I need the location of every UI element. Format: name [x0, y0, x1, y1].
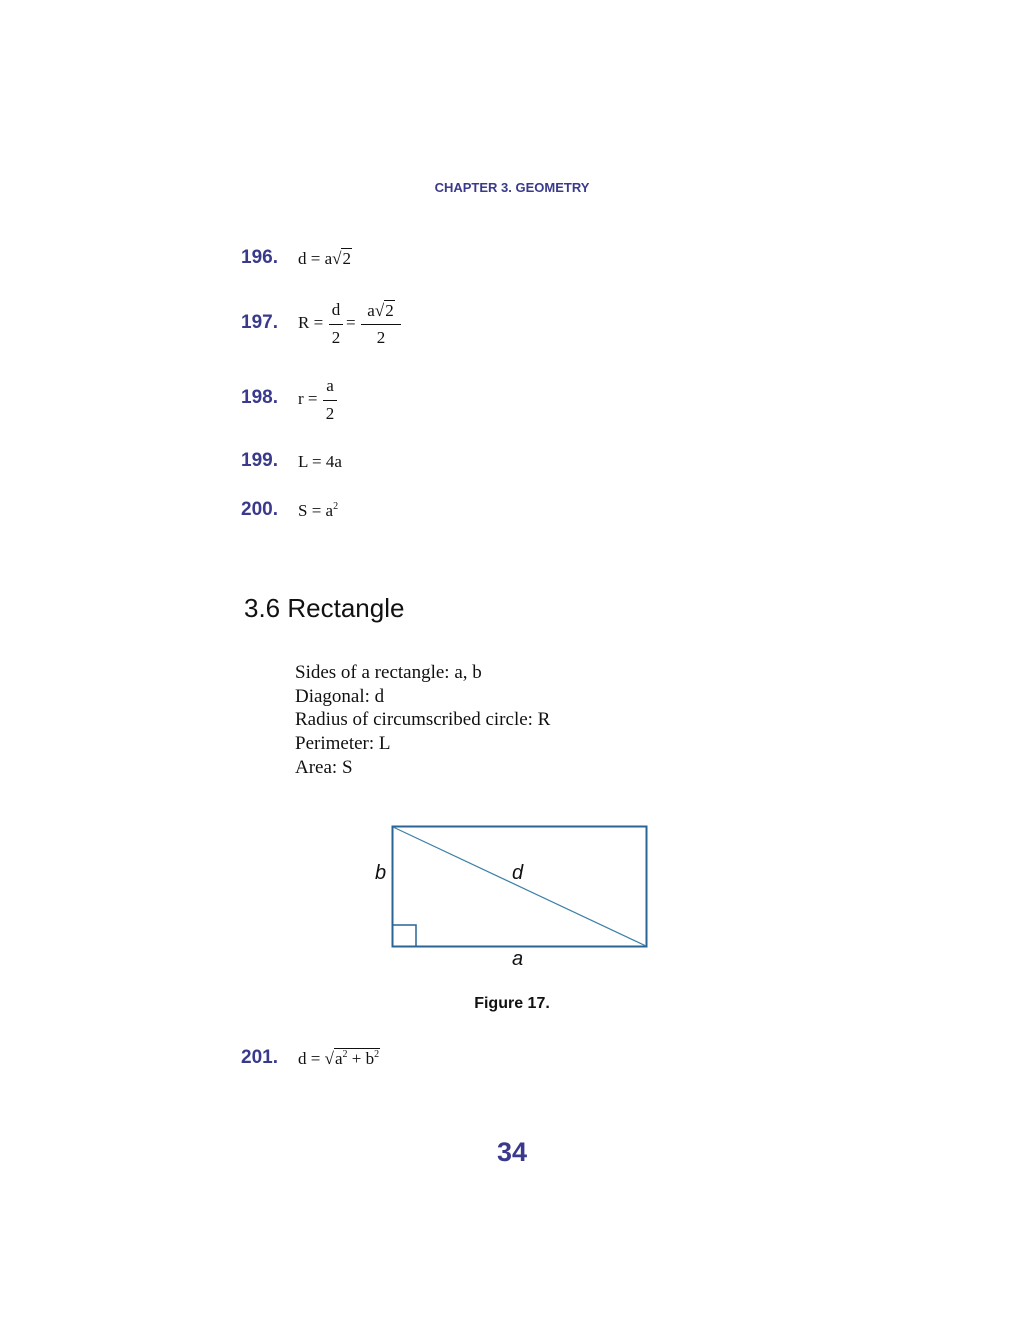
formula-198-den: 2 — [325, 404, 335, 423]
formula-196-lhs: d = a — [298, 249, 333, 268]
label-d: d — [512, 862, 524, 884]
formula-number-196: 196. — [241, 247, 278, 268]
formula-201-lhs: d = — [298, 1049, 321, 1068]
formula-200 — [298, 501, 338, 521]
formula-201-radicand — [334, 1048, 380, 1069]
fraction-bar — [329, 324, 343, 325]
formula-number-197: 197. — [241, 312, 278, 333]
sqrt-symbol: √2 — [332, 249, 351, 268]
definition-diagonal: Diagonal: d — [295, 685, 385, 707]
definitions-list — [295, 661, 550, 780]
formula-200-lhs: S = a — [298, 501, 334, 520]
section-title: 3.6 Rectangle — [244, 593, 405, 623]
definition-area: Area: S — [295, 756, 353, 778]
formula-number-199: 199. — [241, 450, 278, 471]
formula-201-exp-a: 2 — [342, 1049, 348, 1060]
formula-197-equals: = — [346, 313, 356, 332]
definition-radius: Radius of circumscribed circle: R — [295, 709, 551, 731]
formula-number-198: 198. — [241, 387, 278, 408]
label-b: b — [375, 862, 387, 884]
label-a: a — [512, 948, 524, 970]
formula-197-den2: 2 — [376, 328, 386, 347]
chapter-header: CHAPTER 3. GEOMETRY — [434, 180, 590, 195]
formula-199: L = 4a — [298, 452, 342, 471]
formula-number-200: 200. — [241, 499, 278, 520]
formula-197-fraction-2 — [361, 300, 401, 350]
page-number: 34 — [496, 1137, 528, 1167]
formula-201 — [298, 1048, 380, 1069]
formula-197-num1: d — [331, 300, 341, 319]
right-angle-marker — [393, 925, 416, 946]
formula-196-radicand: 2 — [342, 249, 351, 268]
formula-201-plus-b: + b — [347, 1049, 375, 1068]
figure-caption: Figure 17. — [474, 995, 550, 1012]
formula-201-exp-b: 2 — [374, 1049, 380, 1060]
formula-196 — [298, 248, 352, 269]
formula-198-lhs: r = — [298, 389, 318, 408]
definition-perimeter: Perimeter: L — [295, 733, 391, 755]
formula-200-exponent: 2 — [333, 501, 339, 512]
formula-197-num2-coef: a — [367, 301, 375, 320]
formula-number-201: 201. — [241, 1047, 278, 1068]
formula-197-num2 — [361, 300, 401, 321]
formula-197-den1: 2 — [331, 328, 341, 347]
rectangle-diagonal — [393, 827, 646, 946]
formula-197-lhs: R = — [298, 313, 324, 332]
formula-198-fraction — [323, 376, 337, 426]
rectangle-figure — [360, 810, 660, 980]
sqrt-symbol: √2 — [374, 301, 394, 320]
fraction-bar — [361, 324, 401, 325]
sqrt-symbol: $√a^2 + b^2$ — [324, 1049, 380, 1068]
formula-197-fraction-1 — [329, 300, 343, 350]
formula-198-num: a — [326, 376, 334, 395]
definition-sides: Sides of a rectangle: a, b — [295, 662, 482, 683]
formula-197-num2-radicand: 2 — [385, 301, 394, 320]
fraction-bar — [323, 400, 337, 401]
formula-201-a: a — [334, 1049, 343, 1068]
